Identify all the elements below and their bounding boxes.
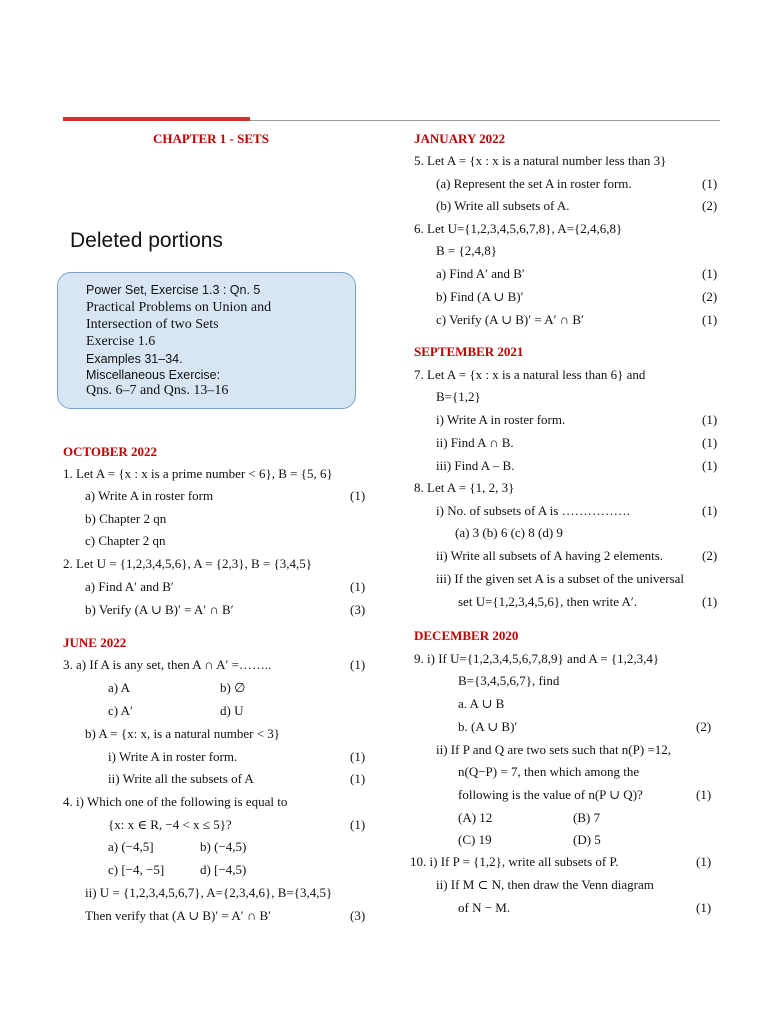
options-row: (a) 3 (b) 6 (c) 8 (d) 9 [455, 525, 563, 540]
option: b) (−4,5) [200, 839, 247, 854]
marks: (1) [702, 266, 718, 281]
question-line: ii) Find A ∩ B. [436, 435, 514, 450]
marks: (1) [702, 176, 718, 191]
marks: (1) [350, 488, 366, 503]
question-line: b. (A ∪ B)′ [458, 719, 518, 734]
question-line: a) Find A′ and B′ [85, 579, 174, 594]
option: (A) 12 [458, 810, 493, 825]
deleted-item: Examples 31–34. [86, 352, 183, 366]
question-line: b) Find (A ∪ B)′ [436, 289, 524, 304]
deleted-item: Power Set, Exercise 1.3 : Qn. 5 [86, 283, 261, 297]
section-heading-dec-2020: DECEMBER 2020 [414, 628, 519, 643]
header-rule [250, 120, 720, 121]
option: (C) 19 [458, 832, 492, 847]
question-line: a) Write A in roster form [85, 488, 214, 503]
question-line: i) Write A in roster form. [436, 412, 566, 427]
question-line: of N − M. [458, 900, 511, 915]
section-heading-oct-2022: OCTOBER 2022 [63, 444, 158, 459]
section-heading-june-2022: JUNE 2022 [63, 635, 127, 650]
question-line: i) No. of subsets of A is ……………. [436, 503, 630, 518]
option: b) ∅ [220, 680, 246, 695]
question-line: 9. i) If U={1,2,3,4,5,6,7,8,9} and A = {1,2,3,4} [414, 651, 660, 666]
marks: (1) [702, 594, 718, 609]
marks: (2) [702, 198, 718, 213]
marks: (1) [696, 900, 712, 915]
question-line: 7. Let A = {x : x is a natural less than 6} and [414, 367, 646, 382]
marks: (3) [350, 908, 366, 923]
question-line: B={3,4,5,6,7}, find [458, 673, 560, 688]
marks: (1) [350, 657, 366, 672]
option: (D) 5 [573, 832, 601, 847]
question-line: 3. a) If A is any set, then A ∩ A′ =…….. [63, 657, 272, 672]
deleted-item: Intersection of two Sets [86, 317, 219, 332]
question-line: 4. i) Which one of the following is equal to [63, 794, 288, 809]
option: d) [−4,5) [200, 862, 247, 877]
option: c) [−4, −5] [108, 862, 165, 877]
option: a) A [108, 680, 131, 695]
question-line: following is the value of n(P ∪ Q)? [458, 787, 643, 802]
marks: (1) [702, 412, 718, 427]
question-line: (b) Write all subsets of A. [436, 198, 570, 213]
deleted-item: Qns. 6–7 and Qns. 13–16 [86, 383, 229, 398]
question-line: i) Write A in roster form. [108, 749, 238, 764]
marks: (1) [350, 771, 366, 786]
question-line: ii) Write all the subsets of A [108, 771, 254, 786]
deleted-item: Exercise 1.6 [86, 334, 156, 349]
question-line: ii) Write all subsets of A having 2 elements. [436, 548, 664, 563]
marks: (1) [696, 787, 712, 802]
option: a) (−4,5] [108, 839, 154, 854]
question-line: c) Verify (A ∪ B)′ = A′ ∩ B′ [436, 312, 584, 327]
question-line: a. A ∪ B [458, 696, 505, 711]
question-line: ii) If M ⊂ N, then draw the Venn diagram [436, 877, 654, 892]
question-line: 10. i) If P = {1,2}, write all subsets of P. [410, 854, 619, 869]
question-line: 8. Let A = {1, 2, 3} [414, 480, 515, 495]
marks: (3) [350, 602, 366, 617]
section-heading-sep-2021: SEPTEMBER 2021 [414, 344, 524, 359]
deleted-item: Practical Problems on Union and [86, 300, 272, 315]
question-line: (a) Represent the set A in roster form. [436, 176, 632, 191]
option: d) U [220, 703, 244, 718]
question-line: b) A = {x: x, is a natural number < 3} [85, 726, 281, 741]
option: c) A′ [108, 703, 133, 718]
option: (B) 7 [573, 810, 601, 825]
question-line: n(Q−P) = 7, then which among the [458, 764, 640, 779]
question-line: b) Verify (A ∪ B)′ = A′ ∩ B′ [85, 602, 234, 617]
header-rule-accent [63, 117, 250, 121]
question-line: ii) U = {1,2,3,4,5,6,7}, A={2,3,4,6}, B={3,4,5} [85, 885, 333, 900]
marks: (1) [350, 817, 366, 832]
deleted-portions-heading: Deleted portions [70, 229, 223, 252]
marks: (2) [702, 289, 718, 304]
marks: (2) [702, 548, 718, 563]
marks: (1) [702, 435, 718, 450]
section-heading-jan-2022: JANUARY 2022 [414, 131, 506, 146]
marks: (1) [350, 749, 366, 764]
question-line: 6. Let U={1,2,3,4,5,6,7,8}, A={2,4,6,8} [414, 221, 623, 236]
marks: (1) [702, 458, 718, 473]
question-line: Then verify that (A ∪ B)′ = A′ ∩ B′ [85, 908, 271, 923]
marks: (1) [696, 854, 712, 869]
deleted-item: Miscellaneous Exercise: [86, 368, 221, 382]
marks: (2) [696, 719, 712, 734]
question-line: 5. Let A = {x : x is a natural number less than 3} [414, 153, 667, 168]
question-line: 1. Let A = {x : x is a prime number < 6}, B = {5, 6} [63, 466, 333, 481]
question-line: 2. Let U = {1,2,3,4,5,6}, A = {2,3}, B = {3,4,5} [63, 556, 313, 571]
marks: (1) [702, 312, 718, 327]
question-line: iii) Find A – B. [436, 458, 515, 473]
question-line: B = {2,4,8} [436, 243, 497, 258]
question-line: {x: x ∈ R, −4 < x ≤ 5}? [108, 817, 232, 832]
marks: (1) [702, 503, 718, 518]
marks: (1) [350, 579, 366, 594]
question-line: ii) If P and Q are two sets such that n(P) =12, [436, 742, 672, 757]
question-line: a) Find A′ and B′ [436, 266, 525, 281]
question-line: b) Chapter 2 qn [85, 511, 167, 526]
chapter-title: CHAPTER 1 - SETS [153, 131, 269, 146]
question-line: iii) If the given set A is a subset of the universal [436, 571, 685, 586]
question-line: c) Chapter 2 qn [85, 533, 166, 548]
question-line: B={1,2} [436, 389, 481, 404]
question-line: set U={1,2,3,4,5,6}, then write A′. [458, 594, 637, 609]
deleted-portions-box [57, 272, 356, 409]
